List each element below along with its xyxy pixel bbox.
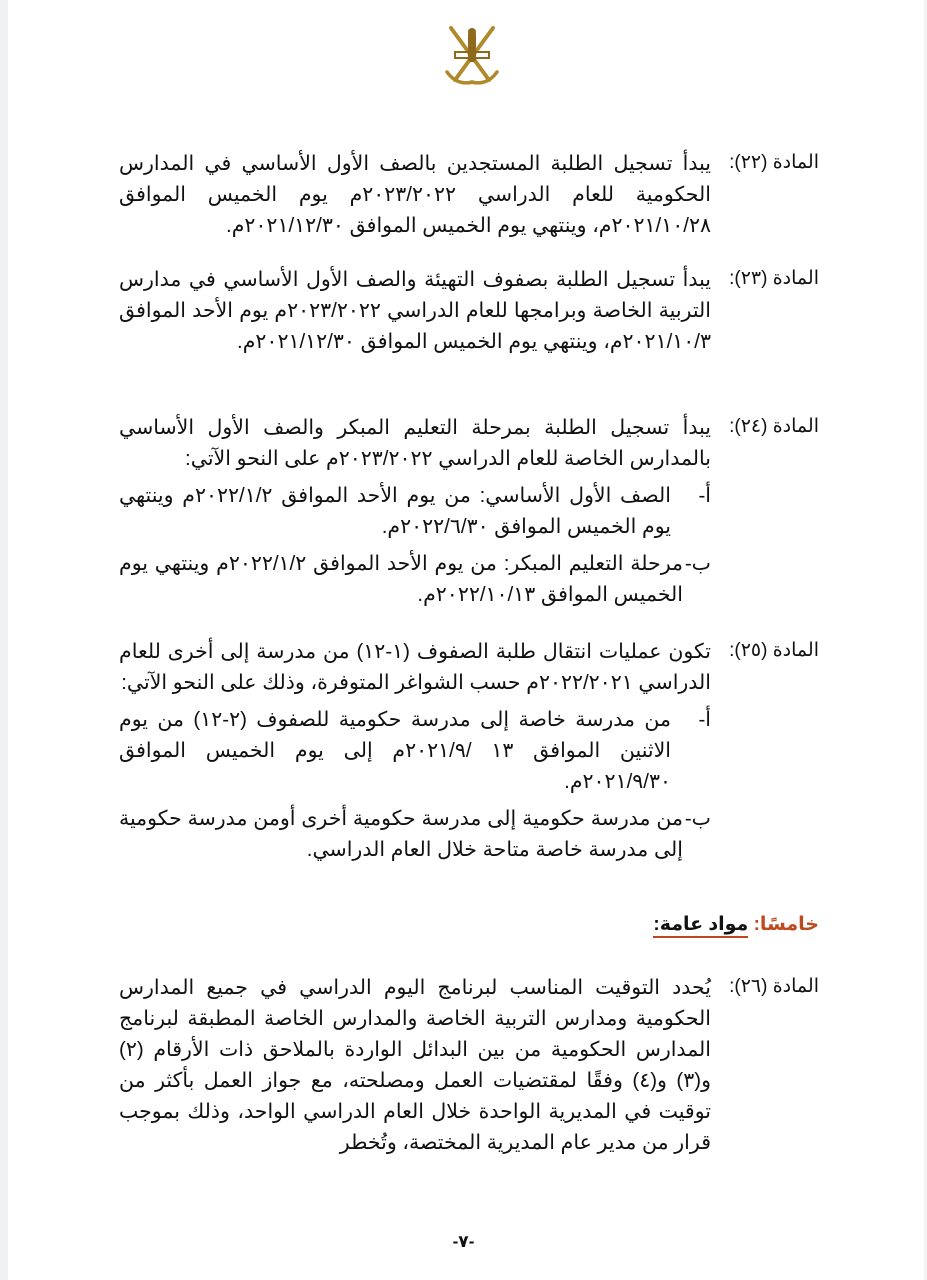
item-marker: ب- — [684, 552, 711, 575]
article-item — [119, 803, 711, 865]
section-title: مواد عامة: — [653, 914, 748, 938]
section-number: خامسًا: — [753, 914, 819, 935]
article-body: يبدأ تسجيل الطلبة بمرحلة التعليم المبكر والصف الأول الأساسي بالمدارس الخاصة للعام الدراسي ٢٠٢٣/٢٠٢٢م على النحو الآتي: — [119, 416, 711, 470]
article-23 — [119, 264, 819, 357]
article-body: يبدأ تسجيل الطلبة المستجدين بالصف الأول الأساسي في المدارس الحكومية للعام الدراسي ٢٠٢٣/٢٠٢٢م يوم الخميس الموافق ٢٠٢١/١٠/٢٨م، وينتهي يوم الخميس الموافق ٢٠٢١/١٢/٣٠م. — [119, 152, 711, 237]
item-text: من مدرسة حكومية إلى مدرسة حكومية أخرى أومن مدرسة حكومية إلى مدرسة خاصة متاحة خلال العام الدراسي. — [119, 807, 683, 861]
item-marker: أ- — [698, 484, 711, 507]
article-label: المادة (٢٥): — [729, 640, 819, 661]
article-24 — [119, 412, 819, 610]
article-item — [119, 480, 711, 542]
article-label: المادة (٢٦): — [729, 976, 819, 997]
item-marker: ب- — [684, 807, 711, 830]
article-label: المادة (٢٤): — [729, 416, 819, 437]
article-label: المادة (٢٣): — [729, 268, 819, 289]
item-text: من مدرسة خاصة إلى مدرسة حكومية للصفوف (٢-١٢) من يوم الاثنين الموافق ١٣ /٢٠٢١/٩م إلى يوم الخميس الموافق ٢٠٢١/٩/٣٠م. — [119, 708, 671, 793]
article-body: تكون عمليات انتقال طلبة الصفوف (١-١٢) من مدرسة إلى أخرى للعام الدراسي ٢٠٢٢/٢٠٢١م حسب الشواغر المتوفرة، وذلك على النحو الآتي: — [119, 640, 712, 694]
article-label: المادة (٢٢): — [729, 152, 819, 173]
article-26 — [119, 972, 819, 1158]
article-22 — [119, 148, 819, 241]
section-heading — [653, 912, 819, 938]
page-left-edge — [0, 0, 8, 1280]
item-marker: أ- — [698, 708, 711, 731]
article-25 — [119, 636, 819, 865]
page-number: -٧- — [452, 1232, 475, 1251]
item-text: الصف الأول الأساسي: من يوم الأحد الموافق ٢٠٢٢/١/٢م وينتهي يوم الخميس الموافق ٢٠٢٢/٦/٣٠م. — [119, 484, 671, 538]
article-item — [119, 548, 711, 610]
article-body: يُحدد التوقيت المناسب لبرنامج اليوم الدراسي في جميع المدارس الحكومية ومدارس التربية الخاصة والمدارس الخاصة المطبقة لبرنامج المدارس الحكومية من بين البدائل الواردة بالملاحق ذات الأرقام (٢) و(٣) و(٤) وفقًا لمقتضيات العمل ومصلحته، مع جواز العمل بأكثر من توقيت في المديرية الواحدة خلال العام الدراسي الواحد، وذلك بموجب قرار من مدير عام المديرية المختصة، وتُخطر — [119, 976, 712, 1154]
article-item — [119, 704, 711, 797]
article-body: يبدأ تسجيل الطلبة بصفوف التهيئة والصف الأول الأساسي في مدارس التربية الخاصة وبرامجها للعام الدراسي ٢٠٢٣/٢٠٢٢م يوم الأحد الموافق ٢٠٢١/١٠/٣م، وينتهي يوم الخميس الموافق ٢٠٢١/١٢/٣٠م. — [119, 268, 711, 353]
item-text: مرحلة التعليم المبكر: من يوم الأحد الموافق ٢٠٢٢/١/٢م وينتهي يوم الخميس الموافق ٢٠٢٢/١٠/١٣م. — [119, 552, 683, 606]
oman-national-emblem-icon — [437, 22, 507, 88]
